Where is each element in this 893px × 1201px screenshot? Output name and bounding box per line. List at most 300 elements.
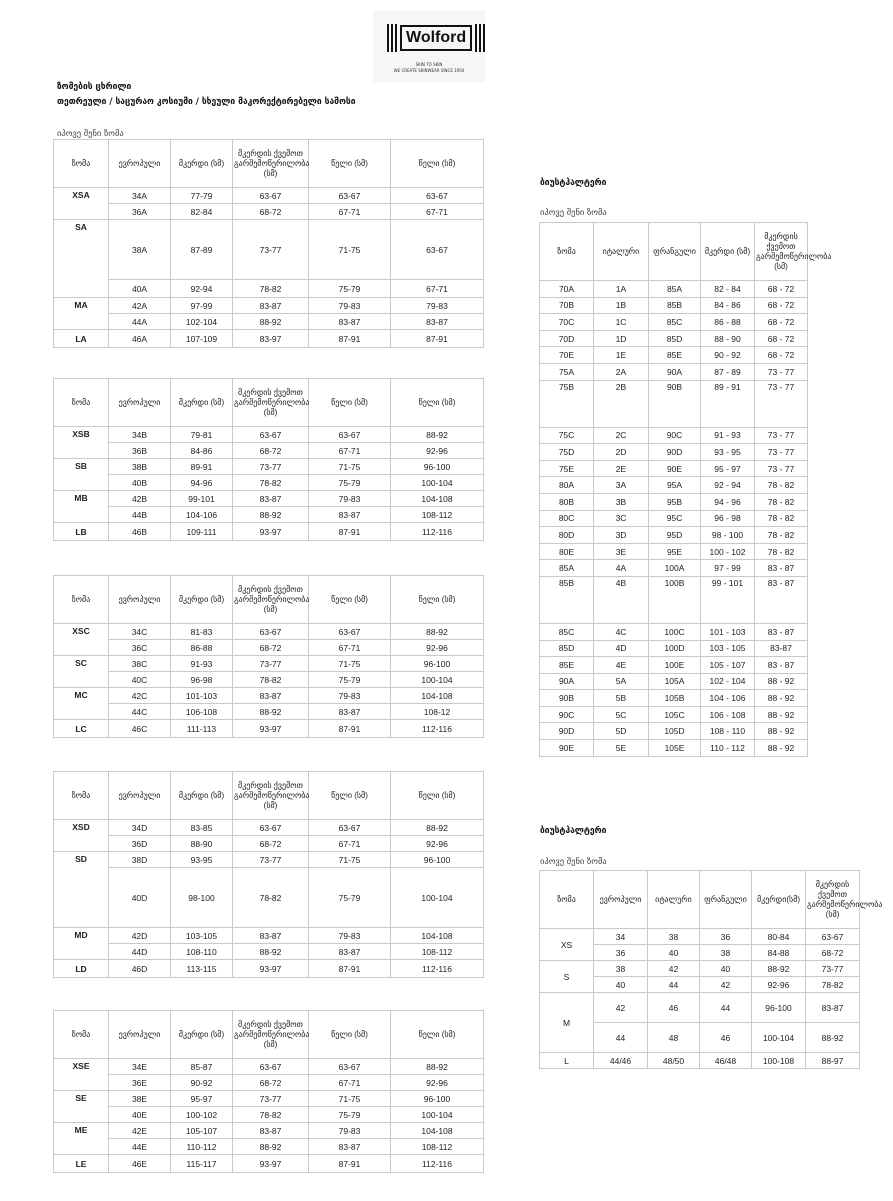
table-cell: 79-83 xyxy=(309,491,391,507)
table-cell: 87-91 xyxy=(309,720,391,738)
column-header: წელი (სმ) xyxy=(309,576,391,624)
table-cell: 73-77 xyxy=(233,1091,309,1107)
table-cell: 100-104 xyxy=(752,1023,806,1053)
table-cell: 36B xyxy=(109,443,171,459)
table-row xyxy=(540,623,808,640)
table-cell: 68 - 72 xyxy=(755,347,808,364)
table-cell: 96-100 xyxy=(752,993,806,1023)
table-row xyxy=(540,330,808,347)
column-header: წელი (სმ) xyxy=(391,772,484,820)
table-cell: 68-72 xyxy=(233,1075,309,1091)
table-row xyxy=(54,1075,484,1091)
table-row xyxy=(540,444,808,461)
table-cell: 91-93 xyxy=(171,656,233,672)
column-header: ევროპული xyxy=(109,140,171,188)
table-row xyxy=(540,380,808,427)
table-cell: 68 - 72 xyxy=(755,330,808,347)
table-cell: 42E xyxy=(109,1123,171,1139)
table-cell: 105 - 107 xyxy=(701,657,755,674)
table-cell: 100-104 xyxy=(391,475,484,491)
table-row xyxy=(54,1059,484,1075)
table-row xyxy=(54,1139,484,1155)
table-cell: 92-96 xyxy=(391,836,484,852)
table-cell: 100A xyxy=(649,560,701,577)
bra-size-table xyxy=(539,222,832,757)
table-cell: 82 - 84 xyxy=(701,281,755,298)
bra-find-size-caption: იპოვე შენი ზომა xyxy=(540,208,607,218)
table-cell: 5D xyxy=(594,723,649,740)
table-cell: 93-95 xyxy=(171,852,233,868)
table-cell: 5B xyxy=(594,690,649,707)
table-cell: 63-67 xyxy=(391,188,484,204)
table-cell: 104-108 xyxy=(391,491,484,507)
table-cell: 78-82 xyxy=(233,868,309,928)
table-cell: 80C xyxy=(540,510,594,527)
table-cell: 42 xyxy=(594,993,648,1023)
table-cell: 91 - 93 xyxy=(701,427,755,444)
table-cell: 93-97 xyxy=(233,960,309,978)
table-cell: 101-103 xyxy=(171,688,233,704)
table-cell: 94 - 96 xyxy=(701,493,755,510)
table-row xyxy=(54,1091,484,1107)
table-cell: 112-116 xyxy=(391,523,484,541)
table-cell: 108-112 xyxy=(391,944,484,960)
table-cell: 93-97 xyxy=(233,720,309,738)
table-row xyxy=(540,281,808,298)
table-cell: 46A xyxy=(109,330,171,348)
table-cell: 44/46 xyxy=(594,1053,648,1069)
table-row xyxy=(540,527,808,544)
table-cell: 3B xyxy=(594,493,649,510)
table-cell: 104-108 xyxy=(391,1123,484,1139)
table-cell: 83-87 xyxy=(755,640,808,657)
table-cell: 73-77 xyxy=(806,961,860,977)
table-cell: 46 xyxy=(700,1023,752,1053)
table-cell: 3C xyxy=(594,510,649,527)
table-cell: 67-71 xyxy=(309,1075,391,1091)
table-cell: 75-79 xyxy=(309,868,391,928)
column-header: იტალური xyxy=(594,223,649,281)
table-cell: 42D xyxy=(109,928,171,944)
size-table-3 xyxy=(53,575,484,738)
table-cell: 4C xyxy=(594,623,649,640)
table-cell: 90C xyxy=(649,427,701,444)
size-label: XSD xyxy=(54,820,109,852)
table-row xyxy=(540,640,808,657)
table-cell: 63-67 xyxy=(806,929,860,945)
table-cell: 96 - 98 xyxy=(701,510,755,527)
table-cell: 3D xyxy=(594,527,649,544)
size-table-2 xyxy=(53,378,484,541)
column-header: მკერდის ქვემოთ გარშემოწერილობა (სმ) xyxy=(233,140,309,188)
table-cell: 83-85 xyxy=(171,820,233,836)
logo-wordmark: Wolford xyxy=(400,25,472,51)
table-cell: 68 - 72 xyxy=(755,314,808,331)
page-subtitle: თეთრეული / საცურაო კოსიუმი / სხეული მაკორექტირებელი სამოსი xyxy=(57,97,356,107)
table-cell: 85B xyxy=(540,576,594,623)
table-cell: 103-105 xyxy=(171,928,233,944)
column-header: ზომა xyxy=(540,223,594,281)
table-row xyxy=(54,852,484,868)
table-cell: 1A xyxy=(594,281,649,298)
table-cell: 92-96 xyxy=(752,977,806,993)
table-row xyxy=(54,314,484,330)
column-header: ევროპული xyxy=(109,379,171,427)
table-cell: 98 - 100 xyxy=(701,527,755,544)
table-cell: 88-92 xyxy=(391,624,484,640)
size-label: XSA xyxy=(54,188,109,220)
table-cell: 88-92 xyxy=(233,314,309,330)
table-cell: 5A xyxy=(594,673,649,690)
column-header: წელი (სმ) xyxy=(391,140,484,188)
table-cell: 105B xyxy=(649,690,701,707)
table-cell: 96-100 xyxy=(391,459,484,475)
table-cell: 44 xyxy=(700,993,752,1023)
table-cell: 68 - 72 xyxy=(755,297,808,314)
table-cell: 88 - 92 xyxy=(755,690,808,707)
table-cell: 63-67 xyxy=(309,427,391,443)
table-cell: 84 - 86 xyxy=(701,297,755,314)
table-row xyxy=(54,672,484,688)
table-cell: 38A xyxy=(109,220,171,280)
table-cell: 88-92 xyxy=(233,1139,309,1155)
table-cell: 108-112 xyxy=(391,1139,484,1155)
table-cell: 46 xyxy=(648,993,700,1023)
table-cell: 108 - 110 xyxy=(701,723,755,740)
table-cell: 4B xyxy=(594,576,649,623)
table-cell: 78 - 82 xyxy=(755,493,808,510)
table-cell: 105C xyxy=(649,706,701,723)
table-cell: 38 xyxy=(648,929,700,945)
table-cell: 102-104 xyxy=(171,314,233,330)
table-cell: 34C xyxy=(109,624,171,640)
table-cell: 2C xyxy=(594,427,649,444)
table-cell: 83-97 xyxy=(233,330,309,348)
table-cell: 102 - 104 xyxy=(701,673,755,690)
table-cell: 63-67 xyxy=(233,427,309,443)
table-cell: 83-87 xyxy=(309,704,391,720)
table-cell: 42C xyxy=(109,688,171,704)
table-cell: 3E xyxy=(594,543,649,560)
column-header: წელი (სმ) xyxy=(391,1011,484,1059)
table-cell: 105A xyxy=(649,673,701,690)
size-label: MB xyxy=(54,491,109,523)
table-row xyxy=(540,706,808,723)
table-cell: 108-110 xyxy=(171,944,233,960)
table-cell: 79-83 xyxy=(391,298,484,314)
size-label: LD xyxy=(54,960,109,978)
table-cell: 80D xyxy=(540,527,594,544)
table-cell: 44A xyxy=(109,314,171,330)
table-cell: 73 - 77 xyxy=(755,380,808,427)
table-cell: 104 - 106 xyxy=(701,690,755,707)
table-cell: 95D xyxy=(649,527,701,544)
table-cell: 68-72 xyxy=(233,836,309,852)
table-cell: 96-100 xyxy=(391,1091,484,1107)
size-label: ME xyxy=(54,1123,109,1155)
table-cell: 44C xyxy=(109,704,171,720)
table-cell: 95 - 97 xyxy=(701,460,755,477)
table-cell: 84-88 xyxy=(752,945,806,961)
table-row xyxy=(540,477,808,494)
table-row xyxy=(540,314,808,331)
table-cell: 98-100 xyxy=(171,868,233,928)
table-row xyxy=(54,720,484,738)
table-cell: 90-92 xyxy=(171,1075,233,1091)
table-cell: 87-89 xyxy=(171,220,233,280)
table-cell: 63-67 xyxy=(309,1059,391,1075)
table-row xyxy=(540,929,860,945)
table-cell: 38B xyxy=(109,459,171,475)
table-cell: 110 - 112 xyxy=(701,740,755,757)
table-cell: 101 - 103 xyxy=(701,623,755,640)
table-row xyxy=(54,820,484,836)
table-row xyxy=(540,673,808,690)
column-header: წელი (სმ) xyxy=(391,379,484,427)
table-cell: 67-71 xyxy=(309,836,391,852)
table-row xyxy=(540,690,808,707)
table-cell: 36 xyxy=(700,929,752,945)
table-cell: 90A xyxy=(649,363,701,380)
table-cell: 90 - 92 xyxy=(701,347,755,364)
table-cell: 73-77 xyxy=(233,459,309,475)
table-cell: 38D xyxy=(109,852,171,868)
table-cell: 105D xyxy=(649,723,701,740)
table-cell: 95-97 xyxy=(171,1091,233,1107)
table-cell: 100B xyxy=(649,576,701,623)
table-row xyxy=(54,704,484,720)
table-row xyxy=(540,740,808,757)
table-row xyxy=(540,1053,860,1069)
table-cell: 100-104 xyxy=(391,672,484,688)
table-cell: 88 - 92 xyxy=(755,740,808,757)
size-label: MC xyxy=(54,688,109,720)
table-cell: 85A xyxy=(540,560,594,577)
table-cell: 108-112 xyxy=(391,507,484,523)
table-cell: 112-116 xyxy=(391,720,484,738)
size-table-1 xyxy=(53,139,484,348)
table-cell: 90D xyxy=(649,444,701,461)
column-header: ზომა xyxy=(540,871,594,929)
table-cell: 46D xyxy=(109,960,171,978)
table-row xyxy=(540,993,860,1023)
table-cell: 88-92 xyxy=(391,820,484,836)
table-cell: 90C xyxy=(540,706,594,723)
table-cell: 81-83 xyxy=(171,624,233,640)
table-row xyxy=(54,1155,484,1173)
table-cell: 88-97 xyxy=(806,1053,860,1069)
table-cell: 48 xyxy=(648,1023,700,1053)
table-cell: 42A xyxy=(109,298,171,314)
table-cell: 93-97 xyxy=(233,523,309,541)
size-label: LC xyxy=(54,720,109,738)
table-cell: 85B xyxy=(649,297,701,314)
size-label: XSE xyxy=(54,1059,109,1091)
table-cell: 85C xyxy=(540,623,594,640)
table-cell: 4D xyxy=(594,640,649,657)
table-cell: 87-91 xyxy=(309,960,391,978)
table-cell: 77-79 xyxy=(171,188,233,204)
table-cell: 79-83 xyxy=(309,688,391,704)
table-cell: 103 - 105 xyxy=(701,640,755,657)
table-cell: 34E xyxy=(109,1059,171,1075)
size-label: SE xyxy=(54,1091,109,1123)
table-cell: 67-71 xyxy=(391,204,484,220)
table-cell: 83-87 xyxy=(233,1123,309,1139)
table-cell: 63-67 xyxy=(233,188,309,204)
column-header: მკერდი (სმ) xyxy=(171,1011,233,1059)
logo-tagline-2: WE CREATE SKINWEAR SINCE 1950 xyxy=(393,68,465,73)
table-cell: 70E xyxy=(540,347,594,364)
table-cell: 88-92 xyxy=(391,427,484,443)
table-row xyxy=(54,298,484,314)
table-cell: 115-117 xyxy=(171,1155,233,1173)
column-header: მკერდის ქვემოთ გარშემოწერილობა (სმ) xyxy=(233,576,309,624)
column-header: წელი (სმ) xyxy=(309,772,391,820)
table-cell: 63-67 xyxy=(233,624,309,640)
table-cell: 75-79 xyxy=(309,475,391,491)
table-cell: 95A xyxy=(649,477,701,494)
table-cell: 44E xyxy=(109,1139,171,1155)
size-label: XSC xyxy=(54,624,109,656)
table-cell: 75E xyxy=(540,460,594,477)
size-label: L xyxy=(540,1053,594,1069)
column-header: წელი (სმ) xyxy=(309,140,391,188)
table-row xyxy=(540,510,808,527)
table-cell: 40 xyxy=(648,945,700,961)
column-header: მკერდის ქვემოთ გარშემოწერილობა (სმ) xyxy=(806,871,860,929)
table-row xyxy=(54,475,484,491)
table-cell: 83 - 87 xyxy=(755,560,808,577)
wolford-logo xyxy=(373,10,485,82)
table-cell: 83-87 xyxy=(233,688,309,704)
column-header: ევროპული xyxy=(109,772,171,820)
table-cell: 88-92 xyxy=(752,961,806,977)
table-cell: 90E xyxy=(540,740,594,757)
table-cell: 42B xyxy=(109,491,171,507)
table-cell: 75-79 xyxy=(309,672,391,688)
table-cell: 85-87 xyxy=(171,1059,233,1075)
table-cell: 92 - 94 xyxy=(701,477,755,494)
table-cell: 90B xyxy=(540,690,594,707)
table-cell: 36C xyxy=(109,640,171,656)
table-cell: 4E xyxy=(594,657,649,674)
column-header: მკერდი (სმ) xyxy=(171,379,233,427)
column-header: მკერდის ქვემოთ გარშემოწერილობა (სმ) xyxy=(755,223,808,281)
table-cell: 88 - 90 xyxy=(701,330,755,347)
table-cell: 68-72 xyxy=(233,204,309,220)
table-cell: 95C xyxy=(649,510,701,527)
table-cell: 90A xyxy=(540,673,594,690)
size-label: XSB xyxy=(54,427,109,459)
table-row xyxy=(540,427,808,444)
table-cell: 71-75 xyxy=(309,852,391,868)
table-row xyxy=(540,961,860,977)
table-row xyxy=(54,523,484,541)
size-label: XS xyxy=(540,929,594,961)
page-title: ზომების ცხრილი xyxy=(57,82,132,92)
table-row xyxy=(54,204,484,220)
table-row xyxy=(54,836,484,852)
table-cell: 97-99 xyxy=(171,298,233,314)
table-row xyxy=(54,188,484,204)
column-header: ზომა xyxy=(54,1011,109,1059)
column-header: მკერდი (სმ) xyxy=(171,576,233,624)
table-cell: 44 xyxy=(594,1023,648,1053)
table-cell: 78-82 xyxy=(233,1107,309,1123)
column-header: ევროპული xyxy=(109,1011,171,1059)
table-cell: 40A xyxy=(109,280,171,298)
table-cell: 83 - 87 xyxy=(755,576,808,623)
table-cell: 71-75 xyxy=(309,1091,391,1107)
size-label: SC xyxy=(54,656,109,688)
table-cell: 78 - 82 xyxy=(755,543,808,560)
table-row xyxy=(54,427,484,443)
table-cell: 4A xyxy=(594,560,649,577)
table-cell: 75A xyxy=(540,363,594,380)
table-cell: 90B xyxy=(649,380,701,427)
table-cell: 87 - 89 xyxy=(701,363,755,380)
table-cell: 34B xyxy=(109,427,171,443)
table-cell: 88 - 92 xyxy=(755,706,808,723)
table-cell: 93-97 xyxy=(233,1155,309,1173)
table-cell: 85E xyxy=(540,657,594,674)
table-cell: 63-67 xyxy=(309,188,391,204)
table-cell: 67-71 xyxy=(309,204,391,220)
table-cell: 85A xyxy=(649,281,701,298)
table-cell: 111-113 xyxy=(171,720,233,738)
table-cell: 113-115 xyxy=(171,960,233,978)
table-cell: 80B xyxy=(540,493,594,510)
table-cell: 46/48 xyxy=(700,1053,752,1069)
column-header: მკერდის ქვემოთ გარშემოწერილობა (სმ) xyxy=(233,772,309,820)
table-cell: 42 xyxy=(648,961,700,977)
column-header: ზომა xyxy=(54,772,109,820)
table-cell: 75D xyxy=(540,444,594,461)
table-cell: 83-87 xyxy=(309,314,391,330)
size-label: LE xyxy=(54,1155,109,1173)
table-cell: 34 xyxy=(594,929,648,945)
table-cell: 46C xyxy=(109,720,171,738)
table-cell: 85D xyxy=(649,330,701,347)
table-cell: 36E xyxy=(109,1075,171,1091)
table-cell: 36A xyxy=(109,204,171,220)
table-cell: 112-116 xyxy=(391,1155,484,1173)
table-cell: 46B xyxy=(109,523,171,541)
table-cell: 68-72 xyxy=(806,945,860,961)
table-cell: 1C xyxy=(594,314,649,331)
table-cell: 78 - 82 xyxy=(755,510,808,527)
table-cell: 100D xyxy=(649,640,701,657)
column-header: ფრანგული xyxy=(700,871,752,929)
column-header: მკერდის ქვემოთ გარშემოწერილობა (სმ) xyxy=(233,1011,309,1059)
table-cell: 44B xyxy=(109,507,171,523)
column-header: მკერდი(სმ) xyxy=(752,871,806,929)
table-row xyxy=(540,560,808,577)
table-cell: 40 xyxy=(700,961,752,977)
table-cell: 34D xyxy=(109,820,171,836)
table-cell: 5C xyxy=(594,706,649,723)
table-cell: 109-111 xyxy=(171,523,233,541)
table-cell: 84-86 xyxy=(171,443,233,459)
find-size-caption: იპოვე შენი ზომა xyxy=(57,129,124,139)
table-row xyxy=(54,220,484,280)
table-cell: 88-92 xyxy=(233,704,309,720)
bra-section-title: ბიუსტჰალტერი xyxy=(540,178,607,188)
table-cell: 86 - 88 xyxy=(701,314,755,331)
table-cell: 75-79 xyxy=(309,1107,391,1123)
table-cell: 90D xyxy=(540,723,594,740)
